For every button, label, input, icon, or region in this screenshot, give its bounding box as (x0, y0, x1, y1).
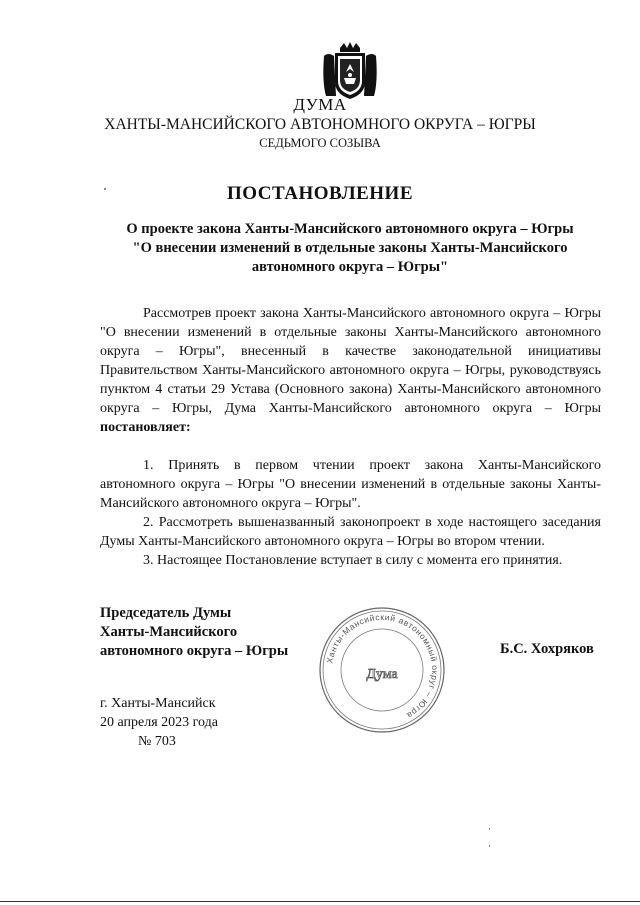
document-number: № 703 (138, 734, 176, 749)
org-name: ДУМА (293, 95, 347, 114)
document-subject (95, 220, 605, 277)
signatory-title-line: Ханты-Мансийского (100, 624, 238, 640)
official-seal-icon (317, 605, 447, 735)
convocation: СЕДЬМОГО СОЗЫВА (259, 136, 381, 150)
document-type-heading: ПОСТАНОВЛЕНИЕ (226, 183, 414, 204)
signatory-title-line: автономного округа – Югры (100, 643, 289, 659)
signatory-title (100, 604, 288, 661)
scan-speck (489, 845, 490, 847)
document-body (100, 304, 601, 570)
resolution-item-1: 1. Принять в первом чтении проект закона Ханты-Мансийского автономного округа – Югры "О внесении изменений в отдельные законы Ханты-Мансийского автономного округа – Югры". (100, 458, 601, 511)
seal-center-text: Дума (366, 667, 398, 682)
scan-speck (489, 828, 490, 830)
subject-line: автономного округа – Югры" (251, 259, 449, 275)
adoption-date: 20 апреля 2023 года (100, 715, 218, 730)
place-of-adoption: г. Ханты-Мансийск (100, 696, 216, 711)
okrug-name: ХАНТЫ-МАНСИЙСКОГО АВТОНОМНОГО ОКРУГА – ЮГРЫ (104, 116, 536, 133)
resolution-item-2: 2. Рассмотреть вышеназванный законопроект в ходе настоящего заседания Думы Ханты-Мансийского автономного округа – Югры во втором чтении. (100, 515, 601, 549)
seal-ring-text: Ханты-Мансийский автономный округ – Югра (324, 611, 441, 721)
resolution-item-3: 3. Настоящее Постановление вступает в силу с момента его принятия. (143, 553, 563, 568)
preamble-paragraph (100, 304, 601, 437)
page-edge-line (0, 901, 640, 902)
signatory-title-line: Председатель Думы (100, 605, 232, 621)
signatory-name: Б.С. Хохряков (500, 641, 594, 657)
document-requisites (100, 694, 218, 751)
preamble-text: Рассмотрев проект закона Ханты-Мансийского автономного округа – Югры "О внесении изменений в отдельные законы Ханты-Мансийского автономного округа – Югры", внесенный в качестве законодательной инициативы Правительством Ханты-Мансийского автономного округа – Югры, руководствуясь пунктом 4 статьи 29 Устава (Основного закона) Ханты-Мансийского автономного округа – Югры, Дума Ханты-Мансийского автономного округа – Югры (100, 306, 601, 416)
subject-line: "О внесении изменений в отдельные законы Ханты-Мансийского (132, 240, 568, 256)
coat-of-arms-icon (322, 42, 378, 100)
subject-line: О проекте закона Ханты-Мансийского автономного округа – Югры (126, 221, 574, 237)
resolves-word: постановляет: (100, 420, 191, 435)
